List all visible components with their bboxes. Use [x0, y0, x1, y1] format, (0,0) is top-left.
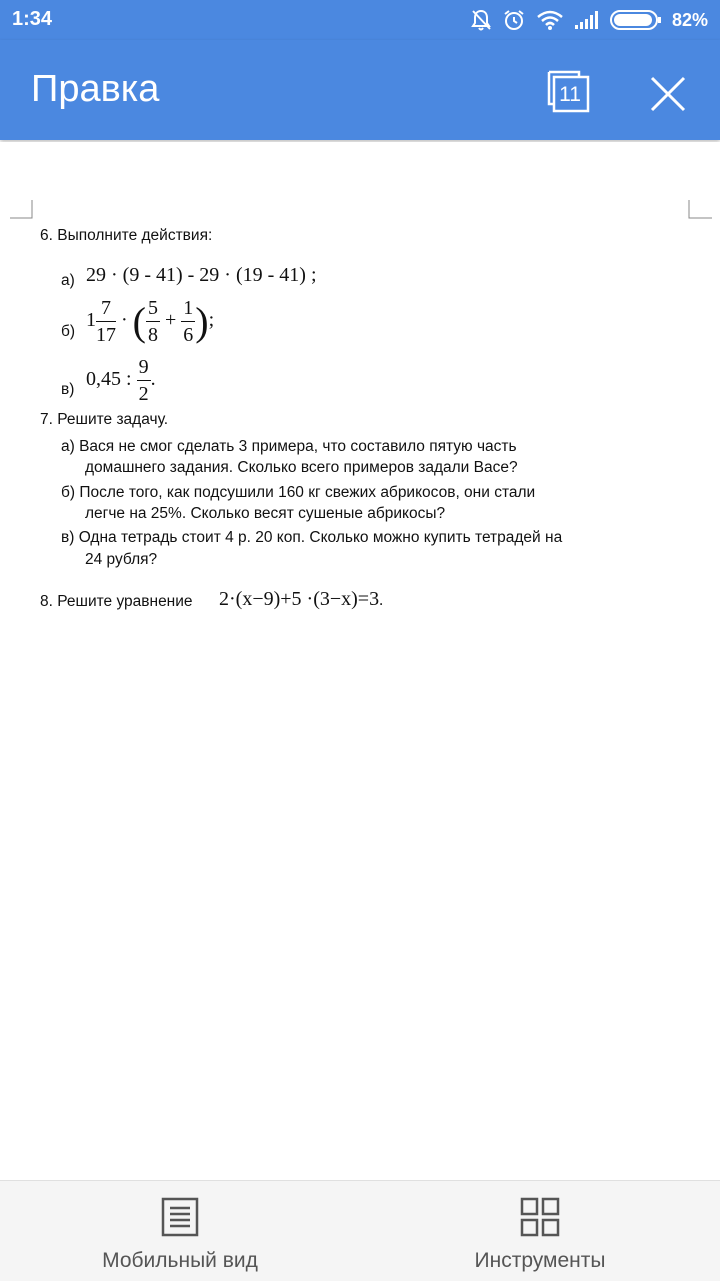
- task6-b-fraction1: [146, 298, 160, 345]
- task8-equation: [219, 588, 383, 611]
- status-bar: [0, 0, 720, 40]
- task6-title: 6. Выполните действия:: [40, 227, 213, 244]
- task6-b-whole: 1: [86, 309, 96, 332]
- task6-a-expression: 29 · (9 - 41) - 29 · (19 - 41) ;: [86, 264, 317, 286]
- task8-equation-text: 2·(x−9)+5 ·(3−x)=3: [219, 588, 380, 610]
- task6-v-expression: [86, 357, 156, 404]
- task6-v-fraction: [137, 357, 151, 404]
- status-time: 1:34: [12, 8, 53, 30]
- mobile-view-label: Мобильный вид: [102, 1249, 258, 1272]
- task6-b-fraction: [96, 298, 116, 345]
- battery-percent: 82%: [671, 9, 708, 30]
- task7-b-line2: легче на 25%. Сколько весят сушеные абрикосы?: [85, 505, 446, 522]
- task6-b-expression: [86, 298, 214, 345]
- task6-v-denominator: 2: [138, 383, 149, 405]
- page-title: Правка: [31, 68, 160, 110]
- task6-b-f1-numerator: 5: [146, 298, 160, 322]
- task6-v-end: .: [150, 368, 156, 391]
- task6-b-label: б): [61, 323, 76, 340]
- task6-b-numerator: 7: [96, 298, 116, 322]
- task7-b-line1: б) После того, как подсушили 160 кг свежих абрикосов, они стали: [61, 484, 536, 501]
- task6-b-paren-open: (: [132, 299, 146, 344]
- task7-a-line2: домашнего задания. Сколько всего примеров задали Васе?: [85, 459, 518, 476]
- signal-icon: [574, 10, 600, 30]
- task6-v-label: в): [61, 381, 75, 398]
- mobile-view-button[interactable]: [0, 1181, 360, 1281]
- tools-button[interactable]: [360, 1181, 720, 1281]
- task6-b-f2-denominator: 6: [183, 324, 194, 346]
- task7-v-line1: в) Одна тетрадь стоит 4 р. 20 коп. Сколько можно купить тетрадей на: [61, 529, 563, 546]
- task6-b-paren-close: ): [195, 299, 209, 344]
- task6-a-label: а): [61, 272, 75, 289]
- close-button[interactable]: [646, 72, 690, 116]
- task6-v-text: 0,45 :: [86, 368, 132, 391]
- task8-end: .: [379, 592, 384, 609]
- page-corner-left-icon: [10, 200, 34, 220]
- mobile-view-icon: [161, 1197, 199, 1237]
- tools-grid-icon: [520, 1197, 560, 1237]
- task7-v-line2: 24 рубля?: [85, 551, 158, 568]
- tools-label: Инструменты: [474, 1249, 606, 1272]
- alarm-icon: [502, 8, 526, 32]
- task7-title: 7. Решите задачу.: [40, 411, 169, 428]
- task6-b-plus: +: [165, 309, 177, 332]
- task6-b-denominator: 17: [96, 324, 116, 346]
- task6-b-dot: ·: [121, 309, 128, 332]
- page-count-button[interactable]: [545, 68, 591, 114]
- app-bar: [0, 40, 720, 140]
- task6-b-fraction2: [181, 298, 195, 345]
- page-count: 11: [559, 83, 581, 106]
- task6-b-end: ;: [208, 309, 215, 332]
- battery-icon: [610, 9, 662, 31]
- task6-v-numerator: 9: [137, 357, 151, 381]
- page-corner-right-icon: [688, 200, 712, 220]
- task7-a-line1: а) Вася не смог сделать 3 примера, что составило пятую часть: [61, 438, 517, 455]
- wifi-icon: [536, 9, 564, 31]
- task6-b-f1-denominator: 8: [148, 324, 158, 346]
- close-icon: [646, 72, 690, 116]
- task8-title: 8. Решите уравнение: [40, 593, 193, 610]
- bottom-bar: [0, 1180, 720, 1281]
- document-viewer[interactable]: [0, 142, 720, 1180]
- notifications-off-icon: [470, 8, 492, 32]
- task6-b-f2-numerator: 1: [181, 298, 195, 322]
- status-icons: [470, 6, 708, 34]
